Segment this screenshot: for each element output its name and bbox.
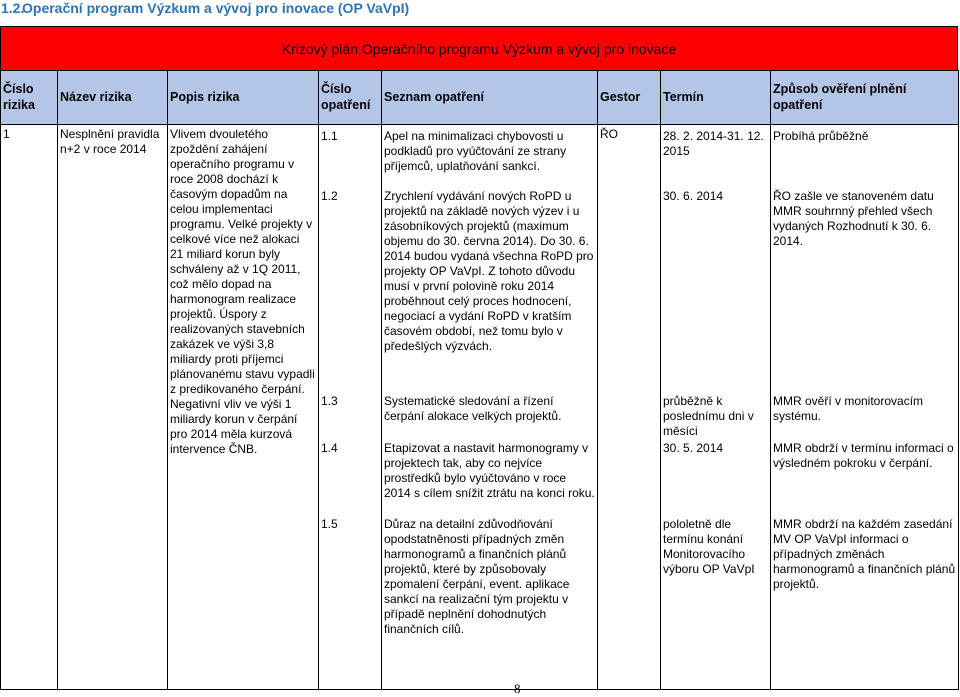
deadlines-cell	[661, 125, 771, 690]
measure-numbers-cell	[319, 125, 382, 690]
table-row	[1, 125, 959, 690]
measure-deadline: 30. 6. 2014	[663, 189, 724, 203]
risk-table	[0, 70, 959, 690]
header-deadline: Termín	[661, 71, 771, 125]
measure-verification: Probíhá průběžně	[773, 129, 869, 143]
section-heading	[0, 0, 409, 18]
measures-cell	[382, 125, 598, 690]
verification-cell	[771, 125, 959, 690]
measure-verification: ŘO zašle ve stanoveném datu MMR souhrnný přehled všech vydaných Rozhodnutí k 30. 6. 2014.	[773, 189, 934, 248]
header-measure-no: Číslo opatření	[319, 71, 382, 125]
page-number: 8	[514, 681, 521, 696]
measure-text: Etapizovat a nastavit harmonogramy v projektech tak, aby co nejvíce prostředků bylo vyúčtováno v roce 2014 s cílem snížit ztrátu na konci roku.	[384, 441, 595, 500]
measure-no: 1.3	[321, 394, 338, 408]
header-guarantor: Gestor	[598, 71, 661, 125]
measure-no: 1.2	[321, 189, 338, 203]
measure-deadline: průběžně k poslednímu dni v měsíci	[663, 394, 754, 438]
header-risk-name: Název rizika	[58, 71, 168, 125]
measure-verification: MMR ověří v monitorovacím systému.	[773, 394, 924, 423]
measure-text: Systematické sledování a řízení čerpání alokace velkých projektů.	[384, 394, 562, 423]
measure-deadline: pololetně dle termínu konání Monitorovacího výboru OP VaVpI	[663, 517, 755, 576]
header-verification: Způsob ověření plnění opatření	[771, 71, 959, 125]
header-risk-no: Číslo rizika	[1, 71, 58, 125]
risk-number: 1	[1, 125, 58, 690]
measure-text: Apel na minimalizaci chybovosti u podkladů pro vyúčtování ze strany příjemců, uplatňování sankcí.	[384, 129, 567, 173]
measure-no: 1.1	[321, 129, 338, 143]
measure-text: Zrychlení vydávání nových RoPD u projektů na základě nových výzev i u zásobníkových projektů (maximum objemu do 30. června 2014). Do 30. 6. 2014 budou vydaná všechna RoPD pro projekty OP VaVpI. Z tohoto důvodu musí v první polovině roku 2014 proběhnout celý proces hodnocení, negociací a vydání RoPD v kratším časovém období, než tomu bylo v předešlých výzvách.	[384, 189, 594, 353]
section-number: 1.2.	[1, 0, 25, 16]
table-header-row	[1, 71, 959, 125]
measure-deadline: 28. 2. 2014-31. 12. 2015	[663, 129, 764, 158]
measure-deadline: 30. 5. 2014	[663, 441, 724, 455]
measure-verification: MMR obdrží na každém zasedání MV OP VaVpI informaci o případných změnách harmonogramů a finančních plánů projektů.	[773, 517, 956, 591]
risk-name: Nesplnění pravidla n+2 v roce 2014	[58, 125, 168, 690]
guarantor: ŘO	[598, 125, 661, 690]
measure-verification: MMR obdrží v termínu informaci o výsledném pokroku v čerpání.	[773, 441, 954, 470]
measure-text: Důraz na detailní zdůvodňování opodstatněnosti případných změn harmonogramů a finančních plánů projektů, které by způsobovaly zpomalení čerpání, event. aplikace sankcí na realizační tým projektu v případě neplnění dohodnutých finančních cílů.	[384, 517, 570, 636]
header-risk-desc: Popis rizika	[168, 71, 319, 125]
risk-description: Vlivem dvouletého zpoždění zahájení operačního programu v roce 2008 dochází k časovým dopadům na celou implementaci programu. Velké projekty v celkové více než alokaci 21 miliard korun byly schváleny až v 1Q 2011, což mělo dopad na harmonogram realizace projektů. Úspory z realizovaných stavebních zakázek ve výši 3,8 miliardy proti příjemci plánovanému stavu vypadli z predikovaného čerpání. Negativní vliv ve výši 1 miliardy korun v čerpání pro 2014 měla kurzová intervence ČNB.	[168, 125, 319, 690]
section-title: Operační program Výzkum a vývoj pro inovace (OP VaVpI)	[22, 0, 410, 16]
measure-no: 1.5	[321, 517, 338, 531]
measure-no: 1.4	[321, 441, 338, 455]
banner-title: Krizový plán Operačního programu Výzkum a vývoj pro inovace	[281, 41, 677, 57]
crisis-plan-banner	[0, 26, 958, 71]
header-measures: Seznam opatření	[382, 71, 598, 125]
